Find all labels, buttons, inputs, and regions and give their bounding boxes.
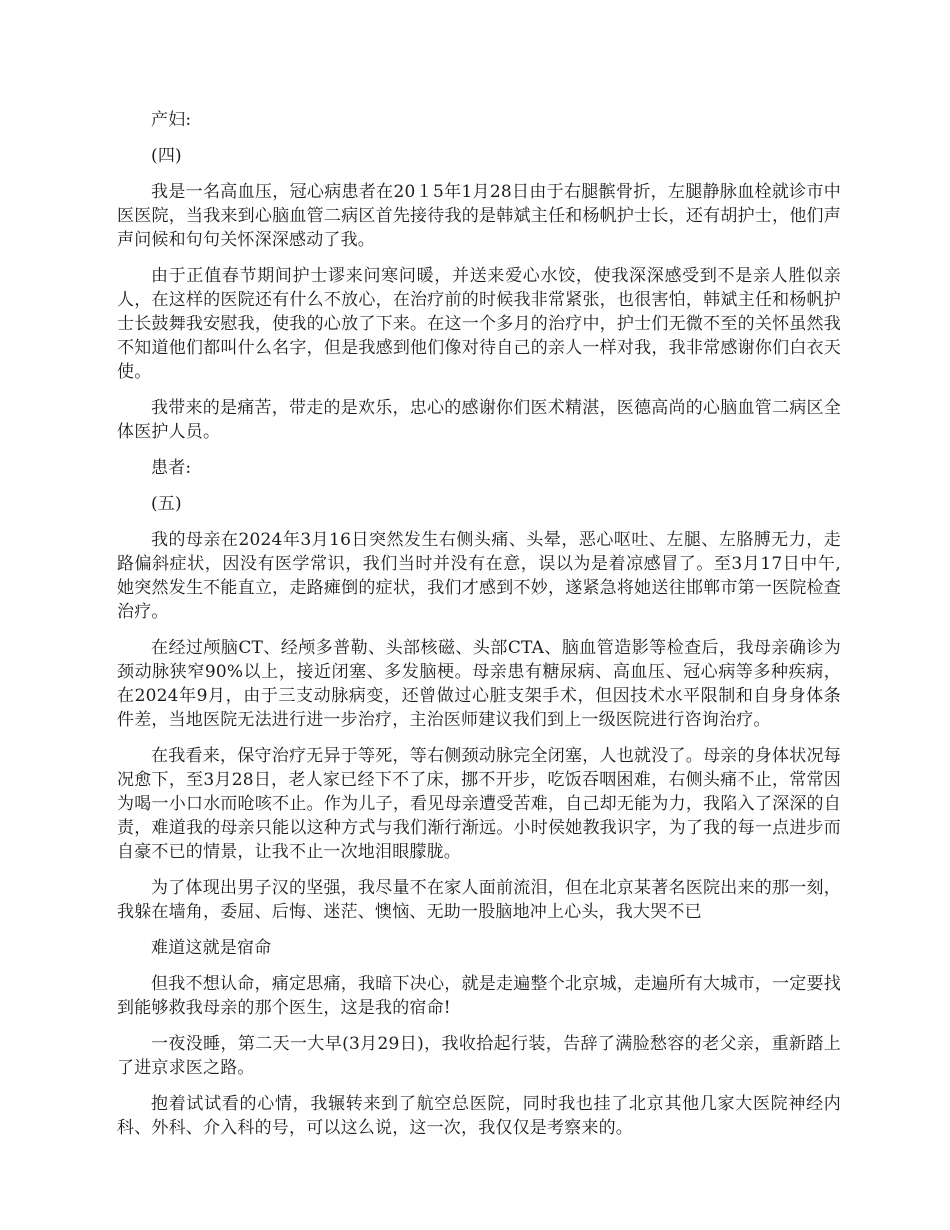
paragraph: 一夜没睡，第二天一大早(3月29日)，我收拾起行装，告辞了满脸愁容的老父亲，重新踏上了进京求医之路。: [117, 1034, 841, 1078]
paragraph: 在我看来，保守治疗无异于等死，等右侧颈动脉完全闭塞，人也就没了。母亲的身体状况每况愈下，至3月28日，老人家已经下不了床，挪不开步，吃饭吞咽困难，右侧头痛不止，常常因为喝一小口水而呛咳不止。作为儿子，看见母亲遭受苦难，自己却无能为力，我陷入了深深的自责，难道我的母亲只能以这种方式与我们渐行渐远。小时侯她教我识字，为了我的每一点进步而自豪不已的情景，让我不止一次地泪眼朦胧。: [117, 746, 841, 862]
paragraph: (四): [151, 146, 182, 166]
paragraph: 为了体现出男子汉的坚强，我尽量不在家人面前流泪，但在北京某著名医院出来的那一刻，我躲在墙角，委屈、后悔、迷茫、懊恼、无助一股脑地冲上心头，我大哭不已: [117, 878, 841, 922]
paragraph: 我是一名高血压，冠心病患者在20１5年1月28日由于右腿髌骨折，左腿静脉血栓就诊市中医医院，当我来到心脑血管二病区首先接待我的是韩斌主任和杨帆护士长，还有胡护士，他们声声问候和句句关怀深深感动了我。: [117, 182, 841, 250]
paragraph: 我的母亲在2024年3月16日突然发生右侧头痛、头晕，恶心呕吐、左腿、左胳膊无力，走路偏斜症状，因没有医学常识，我们当时并没有在意，误以为是着凉感冒了。至3月17日中午,她突然发生不能直立，走路瘫倒的症状，我们才感到不妙，遂紧急将她送往邯郸市第一医院检查治疗。: [117, 530, 841, 622]
paragraph: 由于正值春节期间护士谬来问寒问暖，并送来爱心水饺，使我深深感受到不是亲人胜似亲人，在这样的医院还有什么不放心，在治疗前的时候我非常紧张，也很害怕，韩斌主任和杨帆护士长鼓舞我安慰我，使我的心放了下来。在这一个多月的治疗中，护士们无微不至的关怀虽然我不知道他们都叫什么名字，但是我感到他们像对待自己的亲人一样对我，我非常感谢你们白衣天使。: [117, 266, 841, 382]
paragraph: 患者:: [151, 458, 192, 478]
paragraph: 在经过颅脑CT、经颅多普勒、头部核磁、头部CTA、脑血管造影等检查后，我母亲确诊为颈动脉狭窄90%以上，接近闭塞、多发脑梗。母亲患有糖尿病、高血压、冠心病等多种疾病，在2024年9月，由于三支动脉病变，还曾做过心脏支架手术，但因技术水平限制和自身身体条件差，当地医院无法进行进一步治疗，主治医师建议我们到上一级医院进行咨询治疗。: [117, 638, 841, 730]
paragraph: 抱着试试看的心情，我辗转来到了航空总医院，同时我也挂了北京其他几家大医院神经内科、外科、介入科的号，可以这么说，这一次，我仅仅是考察来的。: [117, 1094, 841, 1138]
paragraph: 难道这就是宿命: [151, 938, 272, 958]
paragraph: 但我不想认命，痛定思痛，我暗下决心，就是走遍整个北京城，走遍所有大城市，一定要找到能够救我母亲的那个医生，这是我的宿命!: [117, 974, 841, 1018]
paragraph: (五): [151, 494, 182, 514]
document-body: [117, 108, 841, 1152]
paragraph: 产妇:: [151, 110, 192, 130]
paragraph: 我带来的是痛苦，带走的是欢乐，忠心的感谢你们医术精湛，医德高尚的心脑血管二病区全体医护人员。: [117, 398, 841, 442]
